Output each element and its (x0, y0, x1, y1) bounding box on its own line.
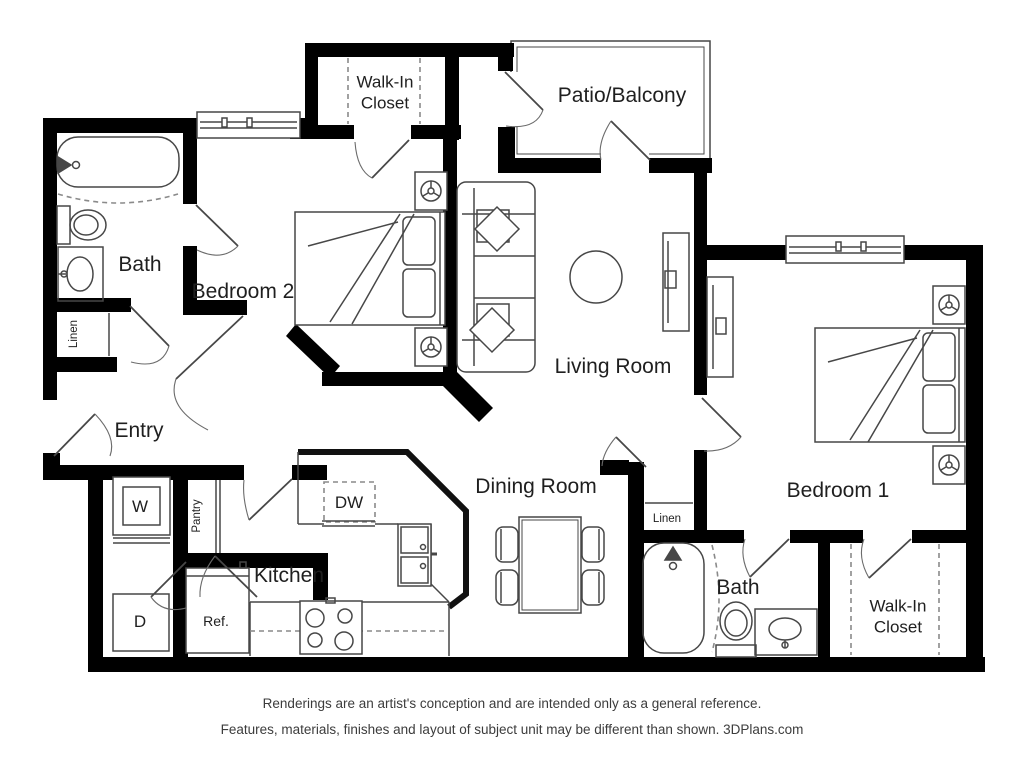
label-linen-right: Linen (652, 513, 682, 525)
room-label-bedroom-2: Bedroom 2 (191, 280, 295, 303)
bath-left-door (196, 205, 238, 255)
shower-curtain-left (58, 194, 178, 203)
toilet-right (716, 602, 756, 657)
kitchen-sink (398, 524, 437, 586)
label-refrigerator: Ref. (203, 613, 229, 629)
bedroom-1-door (702, 398, 741, 451)
coffee-table (570, 251, 622, 303)
disclaimer-line-2: Features, materials, finishes and layout of subject unit may be different than shown. 3DPlans.com (220, 722, 804, 737)
stove (300, 598, 362, 654)
bathtub-right (643, 543, 704, 653)
nightstand-lamp (415, 172, 447, 210)
pantry-shelf (216, 480, 220, 553)
patio-door-opening-2 (601, 150, 649, 173)
label-dryer: D (133, 612, 147, 631)
entry-door (54, 414, 112, 456)
toilet-left (57, 206, 106, 244)
dining-chair (496, 570, 518, 605)
label-washer: W (131, 497, 149, 516)
label-linen-left: Linen (68, 319, 80, 349)
sink-vanity-right (755, 609, 817, 655)
refrigerator (186, 562, 249, 653)
bed-bedroom-2 (295, 212, 445, 325)
label-dishwasher: DW (334, 493, 364, 512)
tv-console-bedroom-1 (707, 277, 733, 377)
bathtub-left (57, 137, 179, 187)
room-label-dining-room: Dining Room (475, 475, 597, 498)
walk-in-closet-bottom-door (861, 539, 911, 578)
room-label-living-room: Living Room (554, 355, 672, 378)
room-label-entry: Entry (114, 419, 164, 442)
disclaimer-line-1: Renderings are an artist's conception and are intended only as a general reference. (262, 696, 762, 711)
dining-chair (582, 570, 604, 605)
window-bedroom-2 (197, 112, 300, 138)
linen-left-door (130, 306, 169, 364)
sink-vanity-left (58, 247, 103, 301)
dining-chair (496, 527, 518, 562)
room-label-walk-in-closet-top: Walk-In Closet (356, 72, 414, 112)
room-label-bath-right: Bath (716, 576, 760, 599)
dining-chair (582, 527, 604, 562)
room-label-bedroom-1: Bedroom 1 (786, 479, 890, 502)
hall-door (174, 316, 243, 430)
bath-right-door (743, 539, 789, 577)
room-label-walk-in-closet-bottom: Walk-In Closet (869, 596, 927, 636)
window-bedroom-1 (786, 236, 904, 263)
nightstand-lamp (933, 446, 965, 484)
room-label-bath-left: Bath (118, 253, 162, 276)
room-label-patio-balcony: Patio/Balcony (557, 84, 687, 107)
walk-in-closet-top-door (355, 140, 409, 178)
room-label-kitchen: Kitchen (253, 564, 325, 587)
dining-table (519, 517, 581, 613)
bed-bedroom-1 (815, 328, 965, 442)
tv-console-living (663, 233, 689, 331)
label-pantry: Pantry (191, 499, 203, 533)
pantry-door (244, 479, 292, 520)
nightstand-lamp (933, 286, 965, 324)
sofa (457, 182, 535, 372)
nightstand-lamp (415, 328, 447, 366)
